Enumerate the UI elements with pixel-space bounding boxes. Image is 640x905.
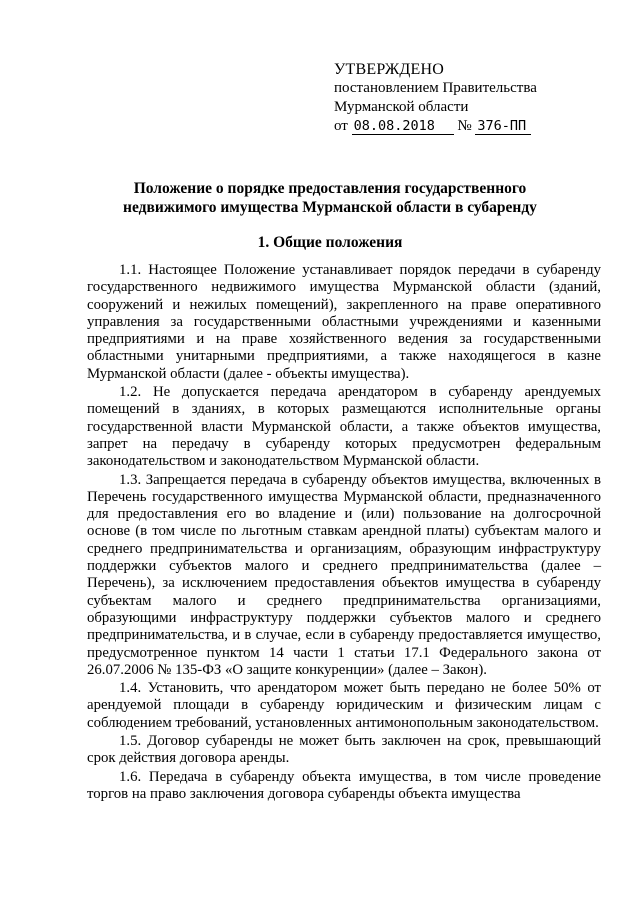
paragraph-1-6: 1.6. Передача в субаренду объекта имущества, в том числе проведение торгов на право заключения договора субаренды объекта имущества bbox=[87, 768, 601, 802]
paragraph-1-4: 1.4. Установить, что арендатором может быть передано не более 50% от арендуемой площади в субаренду юридическим и физическим лицам с соблюдением требований, установленных антимонопольным законодательством. bbox=[87, 680, 601, 731]
approval-date-number-line bbox=[334, 117, 594, 136]
document-body bbox=[87, 262, 601, 803]
approval-date-prefix: от bbox=[334, 118, 348, 134]
approval-line-government: постановлением Правительства bbox=[334, 80, 537, 96]
approval-number-prefix: № bbox=[457, 118, 472, 134]
approval-date: 08.08.2018 bbox=[352, 118, 454, 135]
paragraph-1-1: 1.1. Настоящее Положение устанавливает порядок передачи в субаренду государственного недвижимого имущества Мурманской области (зданий, сооружений и нежилых помещений), закрепленного на праве оперативного управления за государственными областными учреждениями и казенными предприятиями и на праве хозяйственного ведения за государственными областными унитарными предприятиями, а также находящегося в казне Мурманской области (далее - объекты имущества). bbox=[87, 262, 601, 382]
approval-number: 376-ПП bbox=[475, 118, 531, 135]
approval-heading: УТВЕРЖДЕНО bbox=[334, 61, 445, 78]
document-title-line-2: недвижимого имущества Мурманской области в субаренду bbox=[123, 199, 537, 216]
approval-line-region: Мурманской области bbox=[334, 99, 469, 115]
paragraph-1-2: 1.2. Не допускается передача арендатором в субаренду арендуемых помещений в зданиях, в которых размещаются исполнительные органы государственной власти Мурманской области, а также объектов имущества, запрет на передачу в субаренду которых предусмотрен федеральным законодательством и законодательством Мурманской области. bbox=[87, 384, 601, 470]
document-title-line-1: Положение о порядке предоставления государственного bbox=[133, 180, 527, 197]
paragraph-1-5: 1.5. Договор субаренды не может быть заключен на срок, превышающий срок действия договора аренды. bbox=[87, 733, 601, 767]
document-title bbox=[60, 179, 600, 217]
paragraph-1-3: 1.3. Запрещается передача в субаренду объектов имущества, включенных в Перечень государственного имущества Мурманской области, предназначенного для предоставления его во владение и (или) пользование на долгосрочной основе (в том числе по льготным ставкам арендной платы) субъектам малого и среднего предпринимательства и организациям, образующим инфраструктуру поддержки субъектов малого и среднего предпринимательства (далее – Перечень), за исключением предоставления объектов имущества в субаренду субъектам малого и среднего предпринимательства организациями, образующими инфраструктуру поддержки субъектов малого и среднего предпринимательства, и в случае, если в субаренду предоставляется имущество, предусмотренное пунктом 14 части 1 статьи 17.1 Федерального закона от 26.07.2006 № 135-ФЗ «О защите конкуренции» (далее – Закон). bbox=[87, 471, 601, 678]
section-title: 1. Общие положения bbox=[257, 234, 403, 251]
approval-stamp-block bbox=[334, 60, 594, 136]
